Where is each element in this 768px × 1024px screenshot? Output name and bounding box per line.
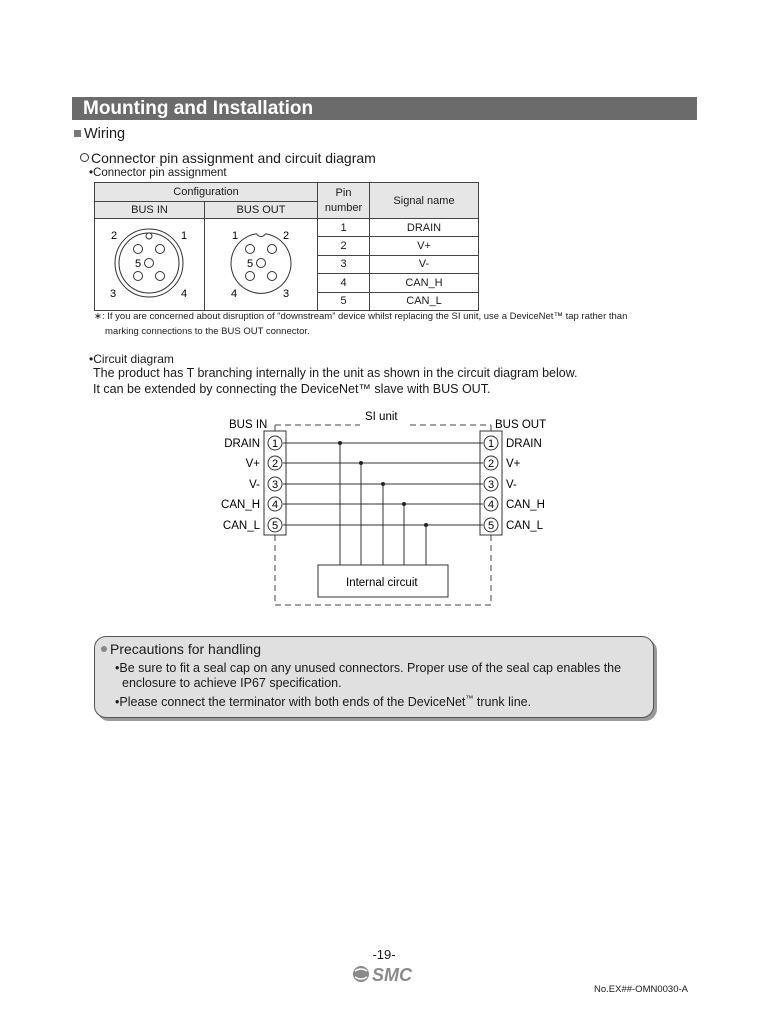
table-note-line-1: ∗: If you are concerned about disruption of “downstream” device whilst replacing the SI unit, use a DeviceNet™ tap rather than	[94, 311, 628, 322]
pin-number-header: Pin number	[318, 183, 370, 219]
precautions-box	[94, 636, 654, 718]
bus-in-connector-cell	[95, 219, 205, 311]
bus-out-connector-cell	[205, 219, 318, 311]
section-title-bar	[72, 97, 697, 120]
bus-in-pin-4: 4	[181, 288, 188, 300]
section-title: Mounting and Installation	[83, 98, 314, 119]
right-pin-4: 4	[487, 499, 495, 511]
right-signal-canh: CAN_H	[506, 499, 545, 511]
right-signal-vminus: V-	[506, 479, 517, 491]
bus-out-pin-4: 4	[231, 288, 238, 300]
bus-in-pin-2: 2	[111, 230, 118, 242]
bus-in-pin-3: 3	[110, 288, 117, 300]
signal-cell: CAN_H	[370, 274, 479, 292]
left-signal-drain: DRAIN	[224, 438, 260, 450]
bus-in-pin-5: 5	[135, 258, 142, 270]
right-signal-vplus: V+	[506, 458, 521, 470]
right-pin-1: 1	[487, 438, 495, 450]
circuit-text-2: It can be extended by connecting the DeviceNet™ slave with BUS OUT.	[93, 382, 491, 396]
bus-out-pin-5: 5	[247, 258, 254, 270]
left-pin-2: 2	[271, 458, 279, 470]
pin-assignment-table	[94, 182, 479, 311]
left-pin-5: 5	[271, 520, 279, 532]
left-pin-3: 3	[271, 479, 279, 491]
signal-cell: DRAIN	[370, 219, 479, 237]
bus-in-connector-diagram	[95, 219, 204, 307]
bus-in-pin-1: 1	[181, 230, 188, 242]
doc-number: No.EX##-OMN0030-A	[594, 984, 688, 995]
right-pin-2: 2	[487, 458, 495, 470]
right-signal-drain: DRAIN	[506, 438, 542, 450]
pin-cell: 3	[318, 255, 370, 273]
left-signal-canl: CAN_L	[222, 520, 260, 532]
bus-in-header: BUS IN	[95, 202, 205, 219]
bus-out-connector-diagram	[205, 219, 317, 307]
bus-out-header: BUS OUT	[205, 202, 318, 219]
svg-text:SMC: SMC	[372, 965, 412, 985]
left-pin-1: 1	[271, 438, 279, 450]
pin-assignment-label: •Connector pin assignment	[89, 167, 227, 179]
pin-cell: 4	[318, 274, 370, 292]
bus-out-pin-3: 3	[283, 288, 290, 300]
circuit-diagram-label: •Circuit diagram	[89, 352, 174, 366]
smc-logo-icon	[352, 962, 418, 986]
circuit-text-1: The product has T branching internally in the unit as shown in the circuit diagram below.	[93, 366, 578, 380]
smc-logo	[352, 962, 418, 991]
diagram-bus-out-label: BUS OUT	[495, 419, 547, 431]
pin-cell: 2	[318, 237, 370, 255]
precautions-title: Precautions for handling	[101, 641, 261, 657]
left-signal-canh: CAN_H	[221, 499, 260, 511]
diagram-bus-in-label: BUS IN	[229, 419, 268, 431]
right-signal-canl: CAN_L	[506, 520, 544, 532]
signal-name-header: Signal name	[370, 183, 479, 219]
signal-cell: V+	[370, 237, 479, 255]
left-pin-4: 4	[271, 499, 279, 511]
pin-cell: 5	[318, 292, 370, 310]
internal-circuit-label: Internal circuit	[346, 577, 418, 589]
circuit-diagram	[210, 405, 560, 615]
right-pin-3: 3	[487, 479, 495, 491]
config-header: Configuration	[95, 183, 318, 202]
table-note-line-2: marking connections to the BUS OUT connector.	[105, 326, 310, 337]
signal-cell: V-	[370, 255, 479, 273]
precaution-item-1-line-1: •Be sure to fit a seal cap on any unused connectors. Proper use of the seal cap enables the	[115, 661, 622, 675]
square-bullet-icon	[74, 130, 81, 137]
precaution-item-2: •Please connect the terminator with both ends of the DeviceNet™ trunk line.	[115, 694, 532, 710]
bus-out-pin-1: 1	[232, 230, 239, 242]
left-signal-vplus: V+	[245, 458, 260, 470]
bullet-dot-icon	[101, 646, 107, 652]
connector-subheading: Connector pin assignment and circuit diagram	[80, 150, 376, 166]
si-unit-label: SI unit	[365, 411, 398, 423]
wiring-heading: Wiring	[74, 126, 125, 142]
circle-bullet-icon	[80, 153, 89, 162]
signal-cell: CAN_L	[370, 292, 479, 310]
page-number: -19-	[372, 947, 396, 962]
left-signal-vminus: V-	[249, 479, 260, 491]
bus-out-pin-2: 2	[283, 230, 290, 242]
pin-cell: 1	[318, 219, 370, 237]
precaution-item-1-line-2: enclosure to achieve IP67 specification.	[122, 676, 342, 690]
right-pin-5: 5	[487, 520, 495, 532]
